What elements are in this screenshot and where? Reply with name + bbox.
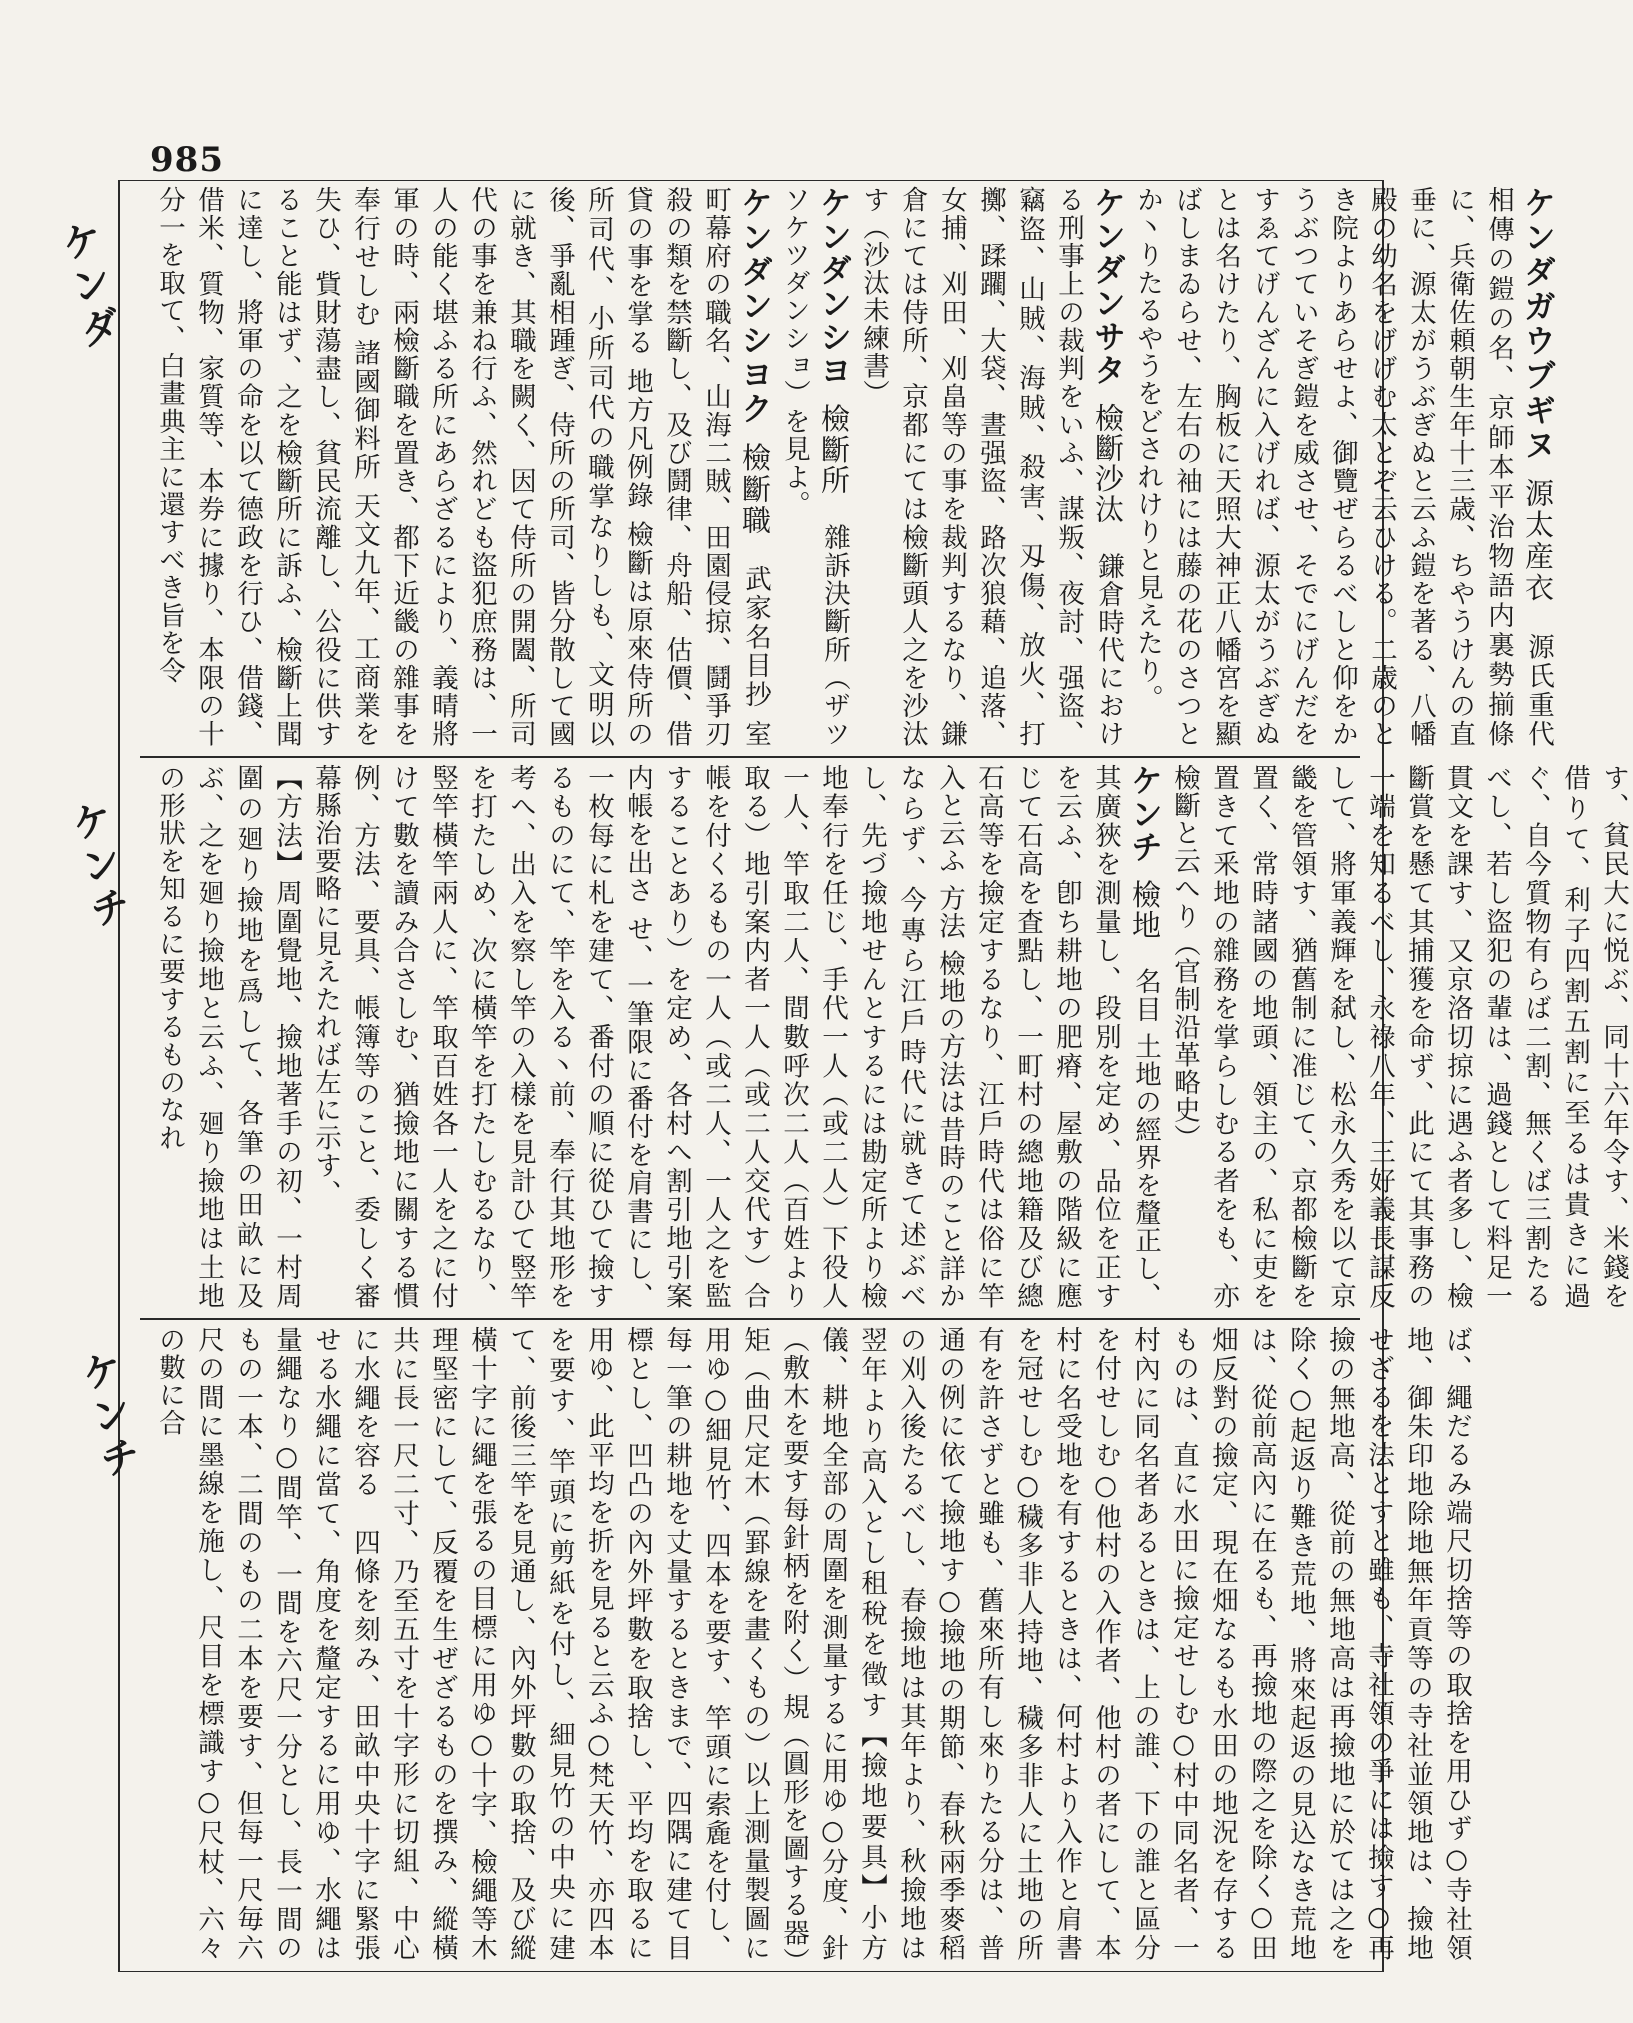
entry-kendagaubuginu [1132, 186, 1557, 748]
entry-kenchi-method [154, 764, 302, 1310]
entry-body: ば、繩だるみ端尺切捨等の取捨を用ひず○寺社領地、御朱印地除地無年貢等の寺社並領地は、撿地せざるを法とすと雖も、寺社領の爭には撿す○再撿の無地高、從前の無地高は再撿地に於ては之を除く○起返り難き荒地、將來起返の見込なき荒地は、從前高內に在るも、再撿地の際之を除く○田畑反對の撿定、現在畑なるも水田の地況を存するものは、直に水田に撿定せしむ○村中同名者、一村內に同名者あるときは、上の誰、下の誰と區分を付せしむ○他村の入作者、他村の者にして、本村に名受地を有するときは、何村より入作と肩書を冠せしむ○穢多非人持地、穢多非人に土地の所有を許さずと雖も、舊來所有し來りたる分は、普通の例に依て撿地す○撿地の期節、春秋兩季麥稻の刈入後たるべし、春撿地は其年より、秋撿地は翌年より高入とし租稅を徵す【撿地要具】小方儀、耕地全部の周圍を測量するに用ゆ○分度、針（敷木を要す每針柄を附く）規（圓形を圖する器）矩（曲尺定木（罫線を畫くもの）以上測量製圖に用ゆ○細見竹、四本を要す、竿頭に索麁を付し、每一筆の耕地を丈量するときまで、四隅に建て目標とし、凹凸の內外坪數を取捨し、平均を取るに用ゆ、此平均を折を見ると云ふ○梵天竹、亦四本を要す、竿頭に剪紙を付し、細見竹の中央に建て、前後三竿を見通し、內外坪數の取捨、及び縱橫十字に繩を張るの目標に用ゆ○十字、檢繩等木理堅密にして、反覆を生ぜざるものを撰み、縱橫共に長一尺二寸、乃至五寸を十字形に切組、中心に水繩を容る 四條を刻み、田畝中央十字に緊張せる水繩に當て、角度を釐定するに用ゆ、水繩は量繩なり○間竿、一間を六尺一分とし、長一間のもの一本、二間のもの二本を要す、但每一尺毎六尺の間に墨線を施し、尺目を標識す○尺杖、六々の數に合 [154, 1326, 1472, 1962]
entry-kendansata [858, 186, 1127, 748]
entry-body: 源氏重代相傳の鎧の名、京師本平治物語内裏勢揃條に、兵衛佐頼朝生年十三歳、ちやうけんの直垂に、源太がうぶぎぬと云ふ鎧を著る、八幡殿の幼名をげげむ太とぞ云ひける。二歳のとき院よりあらせよ、御覽ぜらるべしと仰をかうぶつていそぎ鎧を威させ、そでにげんだをすゑてげんざんに入げれば、源太がうぶぎぬとは名けたり、胸板に天照大神正八幡宮を顯ばしまゐらせ、左右の袖には藤の花のさつとか丶りたるやうをどされけりと見えたり。 [1132, 186, 1554, 748]
headword: ケンダガウブギヌ [1519, 186, 1557, 463]
tier-2 [150, 764, 1629, 1310]
entry-kendansho [779, 186, 853, 749]
entry-kendanshoku-cont [1169, 764, 1629, 1310]
kanji-gloss: 檢斷沙汰 [1091, 402, 1125, 525]
entry-body: 【方法】周圍覺地、撿地著手の初、一村周圍の廻り撿地を爲して、各筆の田畝に及ぶ、之を廻り撿地と云ふ、廻り撿地は土地の形狀を知るに要するものなれ [154, 764, 302, 1310]
entry-body: 武家名目抄 室町幕府の職名、山海二賊、田園侵掠、鬪爭刃殺の類を禁斷し、及び鬪律、舟船、估價、借貸の事を掌る 地方凡例錄 檢斷は原來侍所の所司代、小所司代の職掌なりしも、文明以後、爭亂相踵ぎ、侍所の所司、皆分散して國に就き、其職を闕く、因て侍所の開闔、所司代の事を兼ね行ふ、然れども盜犯庶務は、一人の能く堪ふる所にあらざるにより、義晴將軍の時、兩檢斷職を置き、都下近畿の雜事を奉行せしむ 諸國御料所 天文九年、工商業を失ひ、貲財蕩盡し、貧民流離し、公役に供すること能はず、之を檢斷所に訴ふ、檢斷上聞に達し、將軍の命を以て德政を行ひ、借錢、借米、質物、家質等、本券に據り、本限の十分一を取て、白畫典主に還すべき旨を令 [154, 186, 771, 749]
headword: ケンダンシヨ [815, 186, 853, 388]
kanji-gloss: 檢斷所 [817, 403, 851, 496]
kanji-gloss: 檢斷職 [738, 442, 772, 537]
entry-body: 鎌倉時代における刑事上の裁判をいふ、謀叛、夜討、强盜、竊盜、山賊、海賊、殺害、刄傷、放火、打擲、蹂躙、大袋、晝强盜、路次狼藉、追落、女捕、刈田、刈畠等の事を裁判するなり、鎌倉にては侍所、京都にては檢斷頭人之を沙汰す（沙汰未練書） [858, 186, 1124, 748]
entry-kenchi [310, 764, 1164, 1310]
page-number: 985 [150, 140, 224, 180]
tier-1 [150, 186, 1557, 749]
entry-kenchi-cont [154, 1326, 1472, 1962]
margin-heading-3: ケンチ [71, 1346, 145, 1486]
tier-divider-1 [140, 756, 1360, 758]
headword: ケンダンシヨク [736, 186, 774, 427]
entry-body: 雜訴決斷所（ザツソケツダンショ）を見よ。 [779, 186, 850, 749]
entry-kendanshoku [154, 186, 774, 749]
tier-1-text [150, 186, 1558, 748]
entry-body: 名目 土地の經界を釐正し、其廣狹を測量し、段別を定め、品位を正すを云ふ、卽ち耕地の肥瘠、屋敷の階級に應じて石高を査點し、一町村の總地籍及び總石高等を撿定するなり、江戶時代は俗に竿入と云ふ 方法 檢地の方法は昔時のこと詳かならず、今專ら江戶時代に就きて述ぶべし、先づ撿地せんとするには勘定所より檢地奉行を任じ、手代一人（或二人）下役人一人、竿取二人、間數呼次二人（百姓より取る）地引案内者一人（或二人交代す）合帳を付くるもの一人（或二人、一人之を監することあり）を定め、各村へ割引地引案内帳を出さ せ、一筆限に番付を肩書にし、一枚每に札を建て、番付の順に從ひて撿するものにて、竿を入る丶前、奉行其地形を考へ、出入を察し竿の入樣を見計ひて竪竿を打たしめ、次に橫竿を打たしむるなり、竪竿橫竿兩人に、竿取百姓各一人を之に付けて數を讀み合さしむ、猶撿地に關する慣例、方法、要具、帳簿等のこと、委しく審幕縣治要略に見えたれば左に示す、 [310, 764, 1161, 1310]
entry-body: す、貧民大に悦ぶ、同十六年令す、米錢を借りて、利子四割五割に至るは貴きに過ぐ、自今質物有らば二割、無くば三割たるべし、若し盜犯の輩は、過錢として料足一貫文を課す、又京洛切掠に遇ふ者多し、檢斷賞を懸て其捕獲を命ず、此にて其事務の一端を知るべし、永祿八年、三好義長謀反して、將軍義輝を弑し、松永久秀を以て京畿を管領す、猶舊制に准じて、京都檢斷を置く、常時諸國の地頭、領主の、私に吏を置きて釆地の雜務を掌らしむる者をも、亦檢斷と云へり（官制沿革略史） [1169, 764, 1629, 1310]
headword: ケンダンサタ [1089, 186, 1127, 387]
kanji-gloss: 檢地 [1128, 879, 1162, 941]
kanji-gloss: 源太産衣 [1521, 478, 1555, 605]
headword: ケンチ [1126, 764, 1164, 864]
tier-2-text [150, 764, 1633, 1310]
tier-divider-2 [140, 1318, 1360, 1320]
tier-3 [150, 1326, 1472, 1962]
margin-heading-2: ケンチ [61, 796, 135, 936]
margin-heading-1: ケンダ [51, 216, 125, 356]
tier-3-text [150, 1326, 1476, 1962]
